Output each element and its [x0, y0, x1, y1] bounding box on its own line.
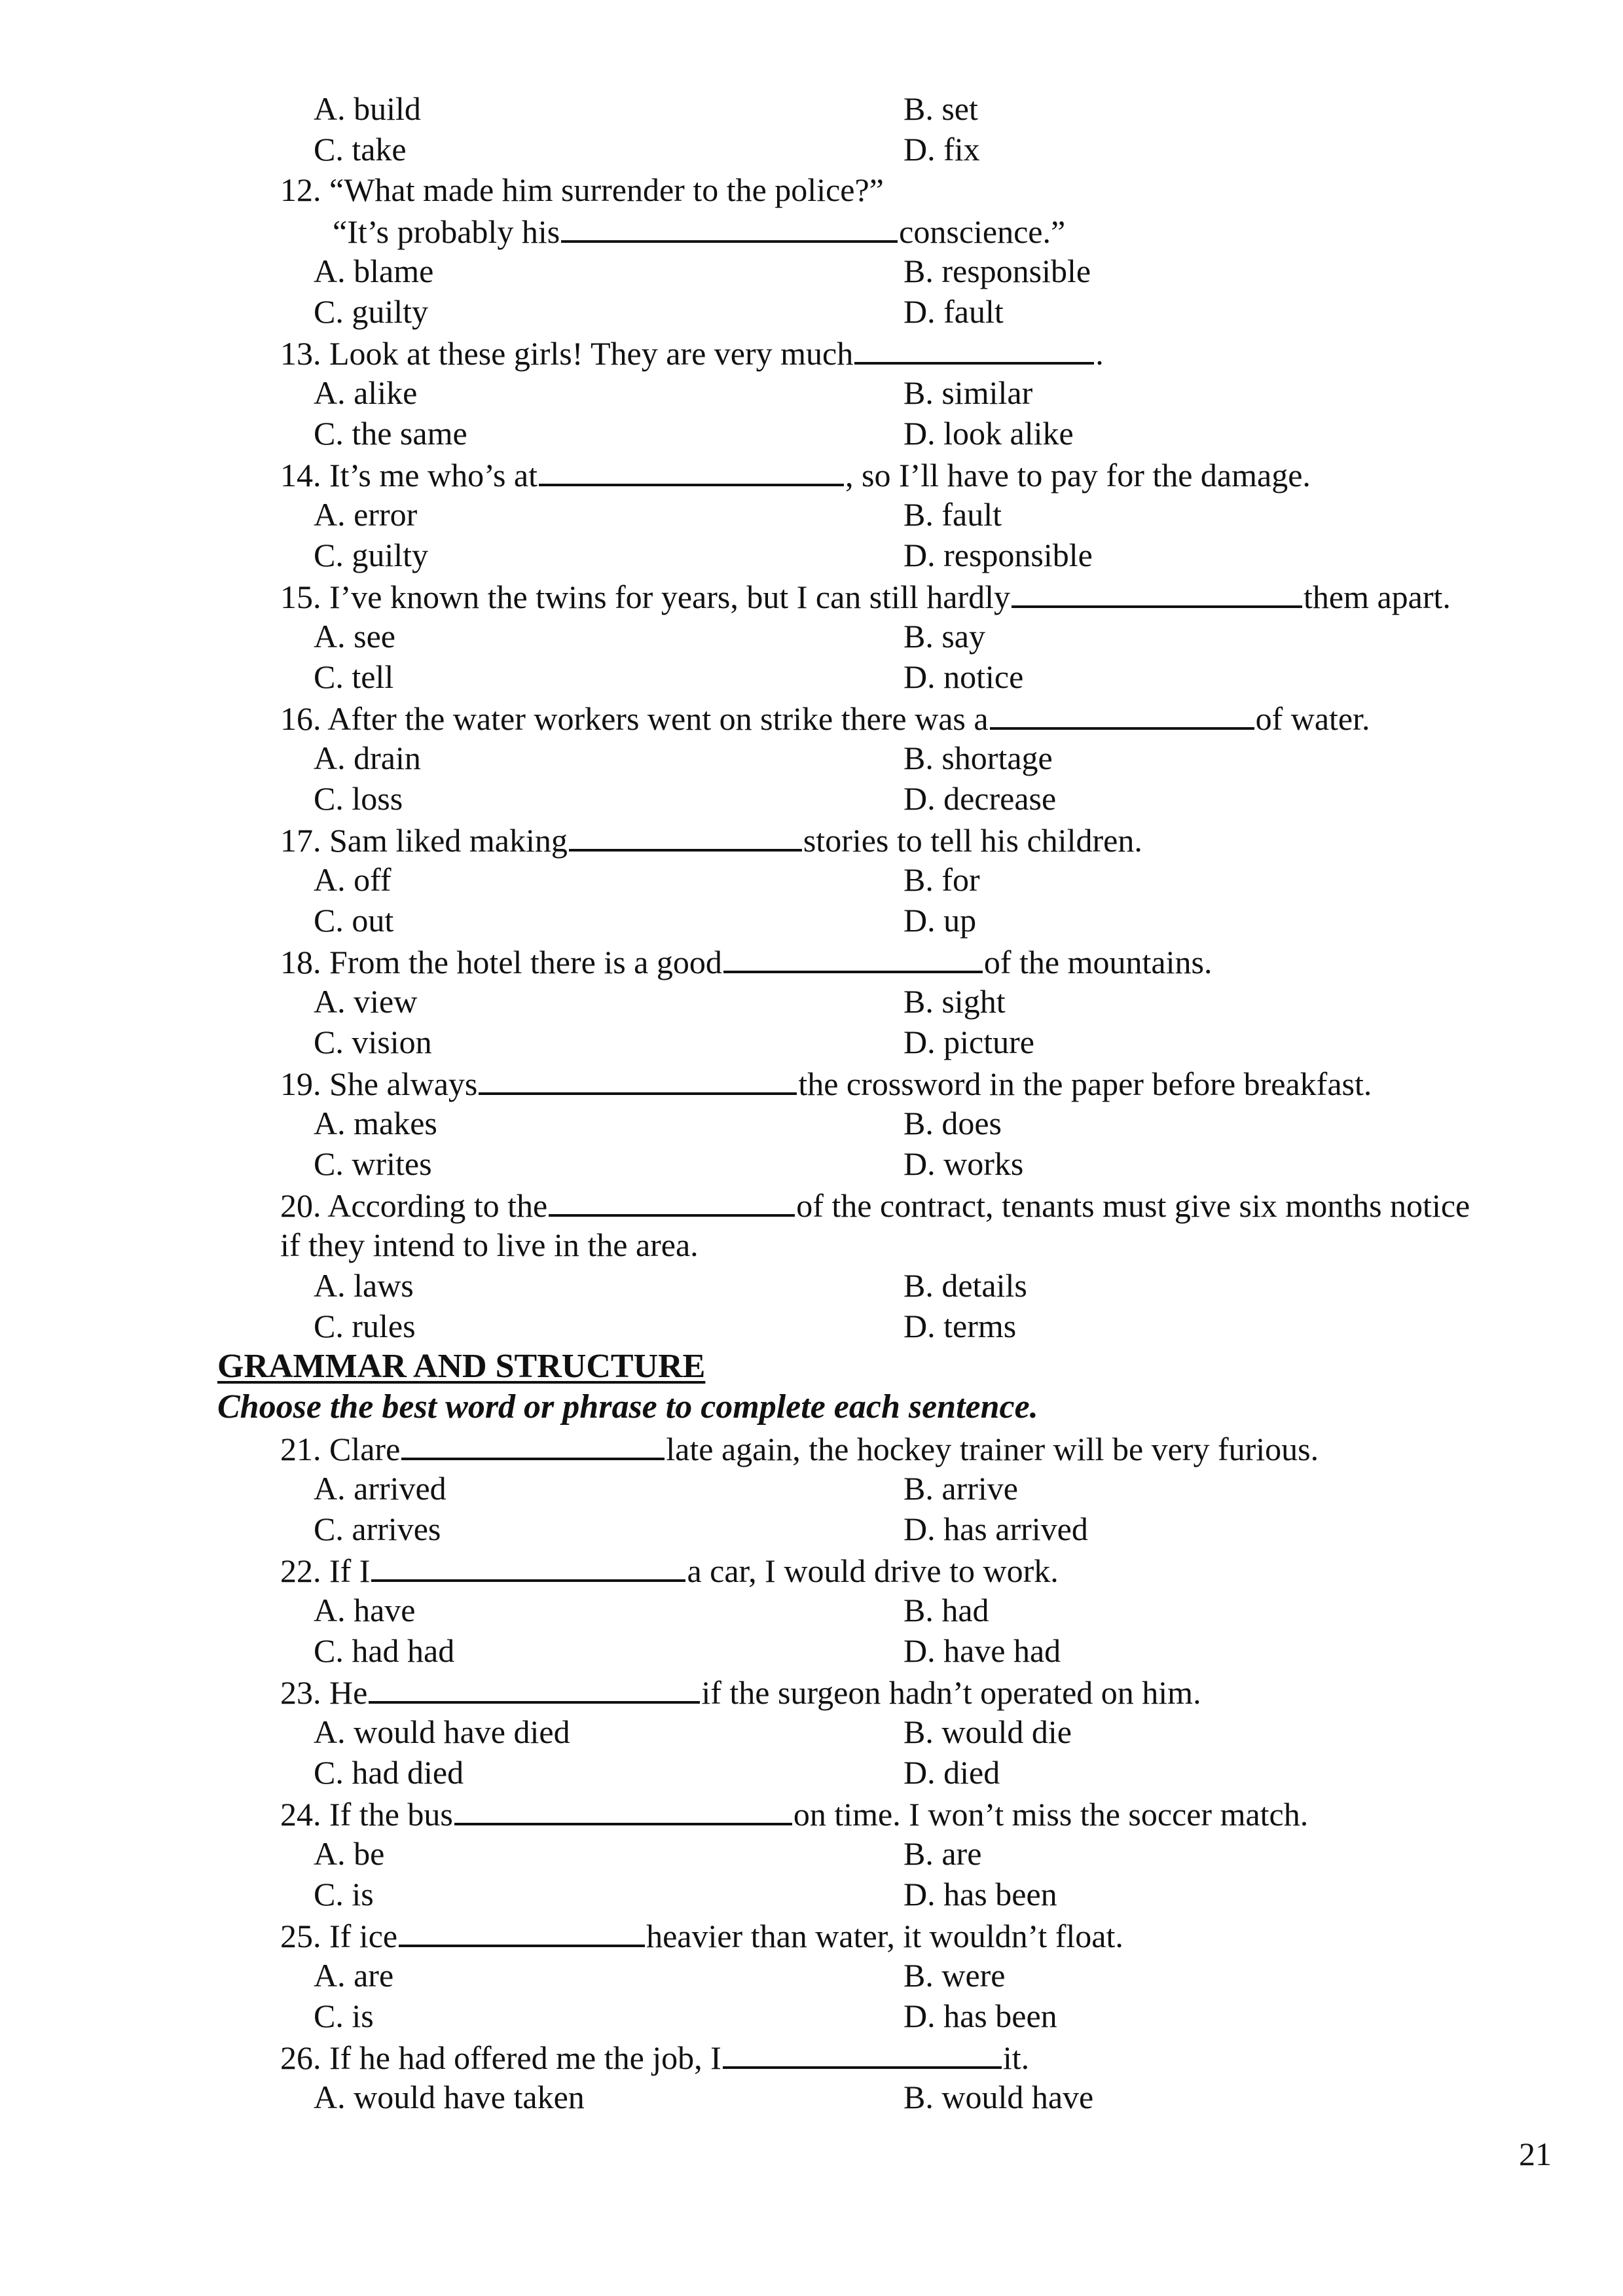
option-b: B. fault	[903, 496, 1002, 533]
option-b: B. for	[903, 861, 980, 898]
option-row	[0, 1712, 1623, 1752]
question-text: 24. If the bus on time. I won’t miss the soccer match.	[280, 1793, 1308, 1835]
question-23	[0, 1671, 1623, 1712]
option-b: B. does	[903, 1105, 1002, 1141]
question-text: “It’s probably his conscience.”	[333, 210, 1065, 252]
option-row	[0, 1022, 1623, 1062]
option-d: D. has been	[903, 1876, 1057, 1912]
option-c: C. guilty	[314, 293, 429, 330]
question-20	[0, 1184, 1623, 1225]
question-text: 20. According to the of the contract, tenants must give six months notice	[280, 1184, 1470, 1226]
option-a: A. be	[314, 1835, 385, 1872]
option-d: D. responsible	[903, 537, 1093, 573]
section-heading: GRAMMAR AND STRUCTURE	[217, 1348, 706, 1385]
question-text: 17. Sam liked making stories to tell his children.	[280, 819, 1142, 861]
option-d: D. fix	[903, 131, 980, 168]
option-c: C. had had	[314, 1632, 455, 1669]
option-a: A. see	[314, 618, 395, 655]
question-text: 23. He if the surgeon hadn’t operated on him.	[280, 1671, 1201, 1713]
section-header	[0, 1346, 1623, 1387]
option-row	[0, 1143, 1623, 1184]
answer-blank[interactable]	[569, 819, 802, 852]
question-text: 19. She always the crossword in the paper before breakfast.	[280, 1062, 1372, 1104]
question-15	[0, 575, 1623, 616]
option-d: D. has been	[903, 1998, 1057, 2034]
question-text: 13. Look at these girls! They are very much .	[280, 332, 1104, 374]
option-c: C. vision	[314, 1024, 432, 1060]
answer-blank[interactable]	[723, 941, 983, 973]
section-instruction: Choose the best word or phrase to complete each sentence.	[217, 1388, 1038, 1426]
option-b: B. set	[903, 90, 978, 127]
option-c: C. guilty	[314, 537, 429, 573]
option-row	[0, 1996, 1623, 2036]
answer-blank[interactable]	[479, 1062, 797, 1095]
option-row	[0, 1955, 1623, 1996]
option-a: A. view	[314, 983, 418, 1020]
question-text: 12. “What made him surrender to the police?”	[280, 171, 884, 208]
option-row	[0, 778, 1623, 819]
option-row	[0, 1630, 1623, 1671]
option-b: B. similar	[903, 374, 1033, 411]
option-d: D. works	[903, 1145, 1024, 1182]
option-d: D. fault	[903, 293, 1004, 330]
option-d: D. look alike	[903, 415, 1074, 452]
option-a: A. would have died	[314, 1713, 570, 1750]
answer-blank[interactable]	[371, 1549, 685, 1582]
answer-blank[interactable]	[990, 697, 1254, 730]
option-a: A. arrived	[314, 1470, 447, 1507]
question-25	[0, 1914, 1623, 1955]
page-number: 21	[1519, 2136, 1552, 2172]
answer-blank[interactable]	[454, 1793, 792, 1825]
question-26	[0, 2036, 1623, 2077]
question-text: 21. Clare late again, the hockey trainer will be very furious.	[280, 1427, 1319, 1469]
option-a: A. build	[314, 90, 421, 127]
option-row	[0, 1833, 1623, 1874]
option-c: C. had died	[314, 1754, 464, 1791]
question-text: 15. I’ve known the twins for years, but I can still hardly them apart.	[280, 575, 1451, 617]
option-b: B. sight	[903, 983, 1006, 1020]
option-d: D. terms	[903, 1308, 1017, 1344]
option-c: C. take	[314, 131, 407, 168]
option-c: C. out	[314, 902, 394, 939]
answer-blank[interactable]	[369, 1671, 700, 1704]
option-a: A. drain	[314, 740, 421, 776]
option-a: A. alike	[314, 374, 418, 411]
answer-blank[interactable]	[561, 210, 898, 243]
option-d: D. have had	[903, 1632, 1061, 1669]
question-17	[0, 819, 1623, 859]
question-24	[0, 1793, 1623, 1833]
option-c: C. tell	[314, 658, 394, 695]
question-19	[0, 1062, 1623, 1103]
option-b: B. were	[903, 1957, 1006, 1994]
option-row	[0, 535, 1623, 575]
option-b: B. responsible	[903, 253, 1091, 289]
option-a: A. off	[314, 861, 392, 898]
option-row	[0, 291, 1623, 332]
option-d: D. decrease	[903, 780, 1057, 817]
option-row	[0, 981, 1623, 1022]
option-a: A. makes	[314, 1105, 437, 1141]
answer-blank[interactable]	[399, 1914, 645, 1947]
question-20-line2	[0, 1225, 1623, 1265]
question-14	[0, 454, 1623, 494]
option-c: C. is	[314, 1998, 374, 2034]
option-row	[0, 656, 1623, 697]
option-a: A. blame	[314, 253, 434, 289]
option-row	[0, 1103, 1623, 1143]
option-b: B. say	[903, 618, 985, 655]
option-d: D. picture	[903, 1024, 1034, 1060]
option-c: C. arrives	[314, 1511, 441, 1547]
answer-blank[interactable]	[549, 1184, 795, 1217]
option-row	[0, 900, 1623, 941]
option-row	[0, 1590, 1623, 1630]
option-c: C. rules	[314, 1308, 416, 1344]
option-row	[0, 372, 1623, 413]
question-22	[0, 1549, 1623, 1590]
option-row	[0, 1468, 1623, 1509]
option-b: B. would have	[903, 2079, 1094, 2115]
question-text: 14. It’s me who’s at , so I’ll have to pay for the damage.	[280, 454, 1311, 495]
option-a: A. are	[314, 1957, 394, 1994]
option-d: D. died	[903, 1754, 1000, 1791]
question-text: 25. If ice heavier than water, it wouldn’t float.	[280, 1914, 1123, 1956]
question-18	[0, 941, 1623, 981]
option-d: D. up	[903, 902, 977, 939]
option-c: C. is	[314, 1876, 374, 1912]
question-16	[0, 697, 1623, 738]
option-row	[0, 251, 1623, 291]
option-row	[0, 1265, 1623, 1306]
answer-blank[interactable]	[1012, 575, 1302, 608]
option-b: B. arrive	[903, 1470, 1018, 1507]
option-a: A. error	[314, 496, 418, 533]
question-text: 18. From the hotel there is a good of the mountains.	[280, 941, 1212, 982]
option-c: C. the same	[314, 415, 467, 452]
option-row	[0, 859, 1623, 900]
option-b: B. had	[903, 1592, 989, 1628]
option-row	[0, 413, 1623, 454]
question-text: 26. If he had offered me the job, I it.	[280, 2036, 1029, 2078]
option-row	[0, 2077, 1623, 2117]
option-row	[0, 1874, 1623, 1914]
option-row	[0, 1509, 1623, 1549]
answer-blank[interactable]	[539, 454, 844, 486]
option-d: D. has arrived	[903, 1511, 1088, 1547]
answer-blank[interactable]	[723, 2036, 1002, 2069]
option-b: B. details	[903, 1267, 1027, 1304]
section-instruction-row	[0, 1387, 1623, 1427]
question-text: 16. After the water workers went on strike there was a of water.	[280, 697, 1370, 739]
option-row	[0, 129, 1623, 170]
answer-blank[interactable]	[854, 332, 1094, 365]
question-21	[0, 1427, 1623, 1468]
option-c: C. writes	[314, 1145, 432, 1182]
option-a: A. laws	[314, 1267, 414, 1304]
option-row	[0, 738, 1623, 778]
question-text: if they intend to live in the area.	[280, 1227, 699, 1263]
option-a: A. would have taken	[314, 2079, 585, 2115]
option-row	[0, 1752, 1623, 1793]
option-row	[0, 494, 1623, 535]
option-c: C. loss	[314, 780, 403, 817]
answer-blank[interactable]	[401, 1427, 665, 1460]
option-d: D. notice	[903, 658, 1024, 695]
option-row	[0, 616, 1623, 656]
question-12-line2	[0, 210, 1623, 251]
option-row	[0, 88, 1623, 129]
question-13	[0, 332, 1623, 372]
option-b: B. are	[903, 1835, 982, 1872]
option-b: B. shortage	[903, 740, 1053, 776]
option-row	[0, 1306, 1623, 1346]
question-text: 22. If I a car, I would drive to work.	[280, 1549, 1059, 1591]
question-12	[0, 170, 1623, 210]
option-b: B. would die	[903, 1713, 1072, 1750]
option-a: A. have	[314, 1592, 416, 1628]
